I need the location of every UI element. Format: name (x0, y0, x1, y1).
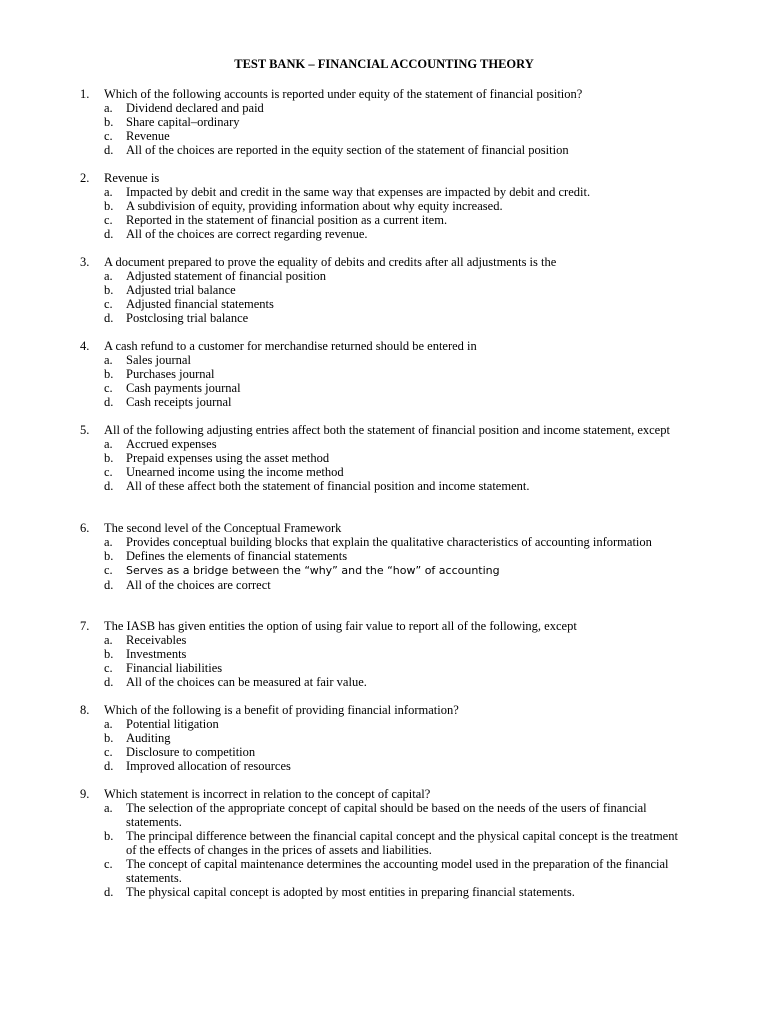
question-text: All of the following adjusting entries affect both the statement of financial position and income statement, except (104, 423, 670, 437)
question-text: A document prepared to prove the equality of debits and credits after all adjustments is the (104, 255, 557, 269)
option-b (80, 283, 688, 297)
option-letter: b. (104, 549, 114, 563)
question-number: 2. (80, 171, 90, 185)
question-text: The second level of the Conceptual Framework (104, 521, 342, 535)
question-number: 4. (80, 339, 90, 353)
option-b (80, 829, 688, 857)
option-text: Improved allocation of resources (126, 759, 291, 773)
question-number: 9. (80, 787, 90, 801)
option-text: The principal difference between the financial capital concept and the physical capital concept is the treatment of the effects of changes in the prices of assets and liabilities. (126, 829, 678, 857)
option-text: Cash payments journal (126, 381, 241, 395)
question-text: Which statement is incorrect in relation to the concept of capital? (104, 787, 431, 801)
option-text: The concept of capital maintenance determines the accounting model used in the preparation of the financial statements. (126, 857, 669, 885)
option-c (80, 213, 688, 227)
option-letter: a. (104, 535, 113, 549)
option-letter: d. (104, 227, 114, 241)
option-a (80, 717, 688, 731)
option-text: Impacted by debit and credit in the same way that expenses are impacted by debit and credit. (126, 185, 591, 199)
option-a (80, 633, 688, 647)
option-text: Purchases journal (126, 367, 215, 381)
option-letter: c. (104, 129, 113, 143)
option-d (80, 143, 688, 157)
option-d (80, 479, 688, 493)
question-text: Revenue is (104, 171, 160, 185)
option-letter: a. (104, 633, 113, 647)
option-a (80, 353, 688, 367)
option-text: Revenue (126, 129, 170, 143)
option-d (80, 759, 688, 773)
question-1 (80, 87, 688, 157)
question-number: 7. (80, 619, 90, 633)
question-text: A cash refund to a customer for merchandise returned should be entered in (104, 339, 477, 353)
option-text: Share capital–ordinary (126, 115, 240, 129)
option-letter: d. (104, 311, 114, 325)
option-letter: d. (104, 578, 114, 592)
option-text: The physical capital concept is adopted by most entities in preparing financial statements. (126, 885, 575, 899)
option-letter: c. (104, 381, 113, 395)
option-letter: a. (104, 353, 113, 367)
option-letter: b. (104, 199, 114, 213)
option-letter: d. (104, 143, 114, 157)
option-text: Receivables (126, 633, 187, 647)
option-c (80, 465, 688, 479)
option-c (80, 661, 688, 675)
option-text: All of the choices are reported in the equity section of the statement of financial position (126, 143, 569, 157)
option-c (80, 857, 688, 885)
option-text: The selection of the appropriate concept of capital should be based on the needs of the users of financial statements. (126, 801, 647, 829)
option-letter: b. (104, 283, 114, 297)
question-number: 8. (80, 703, 90, 717)
question-9 (80, 787, 688, 899)
option-letter: d. (104, 885, 114, 899)
option-b (80, 367, 688, 381)
option-text: Adjusted financial statements (126, 297, 274, 311)
option-letter: b. (104, 647, 114, 661)
option-b (80, 115, 688, 129)
option-letter: c. (104, 213, 113, 227)
option-letter: a. (104, 185, 113, 199)
option-letter: a. (104, 437, 113, 451)
option-text: Accrued expenses (126, 437, 217, 451)
option-text: All of the choices are correct (126, 578, 271, 592)
option-text: All of the choices are correct regarding revenue. (126, 227, 368, 241)
option-c (80, 129, 688, 143)
option-d (80, 311, 688, 325)
option-text: Unearned income using the income method (126, 465, 344, 479)
option-letter: d. (104, 759, 114, 773)
option-b (80, 549, 688, 563)
question-text: Which of the following is a benefit of providing financial information? (104, 703, 459, 717)
option-letter: b. (104, 829, 114, 843)
option-text: Investments (126, 647, 187, 661)
option-c (80, 745, 688, 759)
option-a (80, 437, 688, 451)
option-text: All of these affect both the statement of financial position and income statement. (126, 479, 530, 493)
option-c (80, 563, 688, 578)
option-c (80, 381, 688, 395)
option-letter: c. (104, 297, 113, 311)
option-letter: c. (104, 563, 113, 577)
option-letter: b. (104, 367, 114, 381)
page-title: TEST BANK – FINANCIAL ACCOUNTING THEORY (234, 57, 534, 71)
option-text: Provides conceptual building blocks that explain the qualitative characteristics of accounting information (126, 535, 652, 549)
option-letter: b. (104, 451, 114, 465)
question-text: The IASB has given entities the option of using fair value to report all of the following, except (104, 619, 577, 633)
option-text: Potential litigation (126, 717, 219, 731)
question-5 (80, 423, 688, 493)
option-b (80, 451, 688, 465)
option-b (80, 647, 688, 661)
option-letter: b. (104, 115, 114, 129)
option-text: Defines the elements of financial statements (126, 549, 348, 563)
option-a (80, 269, 688, 283)
option-letter: c. (104, 745, 113, 759)
option-text: Postclosing trial balance (126, 311, 249, 325)
option-text: Adjusted trial balance (126, 283, 236, 297)
option-b (80, 731, 688, 745)
option-text: Reported in the statement of financial position as a current item. (126, 213, 448, 227)
question-2 (80, 171, 688, 241)
option-text: Auditing (126, 731, 171, 745)
question-6 (80, 521, 688, 592)
option-text: Prepaid expenses using the asset method (126, 451, 330, 465)
option-d (80, 675, 688, 689)
option-letter: a. (104, 269, 113, 283)
question-number: 1. (80, 87, 90, 101)
question-8 (80, 703, 688, 773)
option-text: Dividend declared and paid (126, 101, 264, 115)
option-text: Cash receipts journal (126, 395, 232, 409)
option-a (80, 535, 688, 549)
option-c (80, 297, 688, 311)
question-3 (80, 255, 688, 325)
option-a (80, 101, 688, 115)
question-7 (80, 619, 688, 689)
option-letter: d. (104, 675, 114, 689)
question-text: Which of the following accounts is reported under equity of the statement of financial position? (104, 87, 583, 101)
option-a (80, 185, 688, 199)
question-4 (80, 339, 688, 409)
option-text: Serves as a bridge between the “why” and the “how” of accounting (126, 564, 500, 577)
option-letter: b. (104, 731, 114, 745)
option-text: All of the choices can be measured at fair value. (126, 675, 367, 689)
option-letter: c. (104, 857, 113, 871)
option-letter: a. (104, 801, 113, 815)
option-d (80, 885, 688, 899)
option-text: Adjusted statement of financial position (126, 269, 326, 283)
option-letter: c. (104, 661, 113, 675)
option-text: A subdivision of equity, providing information about why equity increased. (126, 199, 503, 213)
option-a (80, 801, 688, 829)
option-letter: a. (104, 717, 113, 731)
option-d (80, 395, 688, 409)
option-text: Sales journal (126, 353, 191, 367)
option-b (80, 199, 688, 213)
option-text: Disclosure to competition (126, 745, 256, 759)
option-letter: c. (104, 465, 113, 479)
question-number: 6. (80, 521, 90, 535)
option-letter: d. (104, 395, 114, 409)
option-letter: d. (104, 479, 114, 493)
option-d (80, 578, 688, 592)
option-text: Financial liabilities (126, 661, 223, 675)
option-d (80, 227, 688, 241)
question-number: 3. (80, 255, 90, 269)
option-letter: a. (104, 101, 113, 115)
question-number: 5. (80, 423, 90, 437)
